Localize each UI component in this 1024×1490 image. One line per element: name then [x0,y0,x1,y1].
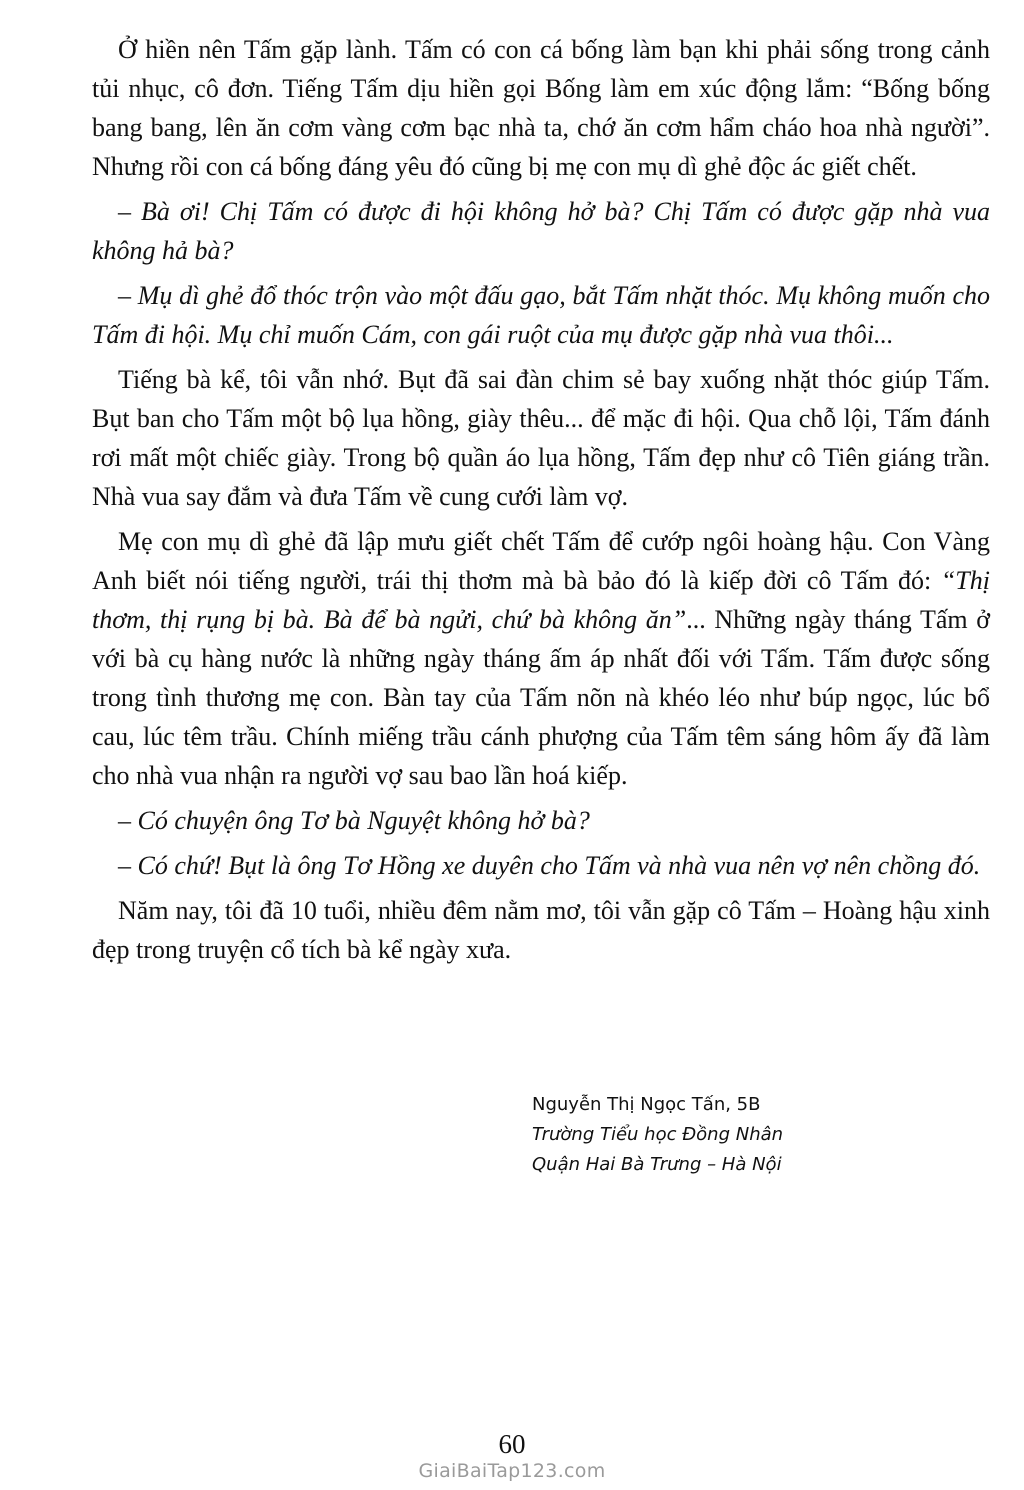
signature-author: Nguyễn Thị Ngọc Tấn, 5B [532,1094,761,1115]
paragraph-4: Năm nay, tôi đã 10 tuổi, nhiều đêm nằm mơ, tôi vẫn gặp cô Tấm – Hoàng hậu xinh đẹp trong truyện cổ tích bà kể ngày xưa. [92,896,990,964]
dialogue-question-2: – Có chuyện ông Tơ bà Nguyệt không hở bà? [118,806,590,835]
signature-district: Quận Hai Bà Trưng – Hà Nội [532,1154,782,1175]
paragraph-3-before: Mẹ con mụ dì ghẻ đã lập mưu giết chết Tấm để cướp ngôi hoàng hậu. Con Vàng Anh biết nói tiếng người, trái thị thơm mà bà bảo đó là kiếp đời cô Tấm đó: [92,527,990,595]
watermark: GiaiBaiTap123.com [418,1460,606,1482]
document-body [92,30,990,975]
dialogue-answer-1: – Mụ dì ghẻ đổ thóc trộn vào một đấu gạo, bắt Tấm nhặt thóc. Mụ không muốn cho Tấm đi hội. Mụ chỉ muốn Cám, con gái ruột của mụ được gặp nhà vua thôi... [92,281,990,349]
page-number: 60 [498,1429,526,1459]
paragraph-2: Tiếng bà kể, tôi vẫn nhớ. Bụt đã sai đàn chim sẻ bay xuống nhặt thóc giúp Tấm. Bụt ban cho Tấm một bộ lụa hồng, giày thêu... để mặc đi hội. Qua chỗ lội, Tấm đánh rơi mất một chiếc giày. Trong bộ quần áo lụa hồng, Tấm đẹp như cô Tiên giáng trần. Nhà vua say đắm và đưa Tấm về cung cưới làm vợ. [92,365,990,511]
paragraph-3-quote: “Thị thơm, thị rụng bị bà. Bà để bà ngửi, chứ bà không ăn” [92,566,990,634]
dialogue-answer-2: – Có chứ! Bụt là ông Tơ Hồng xe duyên cho Tấm và nhà vua nên vợ nên chồng đó. [118,851,981,880]
paragraph-3-after: ... Những ngày tháng Tấm ở với bà cụ hàng nước là những ngày tháng ấm áp nhất đối với Tấm. Tấm được sống trong tình thương mẹ con. Bàn tay của Tấm nõn nà khéo léo như búp ngọc, lúc bổ cau, lúc têm trầu. Chính miếng trầu cánh phượng của Tấm têm sáng hôm ấy đã làm cho nhà vua nhận ra người vợ sau bao lần hoá kiếp. [92,605,990,790]
signature-block [532,1090,852,1180]
dialogue-question-1: – Bà ơi! Chị Tấm có được đi hội không hở bà? Chị Tấm có được gặp nhà vua không hả bà? [92,197,990,265]
paragraph-1: Ở hiền nên Tấm gặp lành. Tấm có con cá bống làm bạn khi phải sống trong cảnh tủi nhục, cô đơn. Tiếng Tấm dịu hiền gọi Bống làm em xúc động lắm: “Bống bống bang bang, lên ăn cơm vàng cơm bạc nhà ta, chớ ăn cơm hẩm cháo hoa nhà người”. Nhưng rồi con cá bống đáng yêu đó cũng bị mẹ con mụ dì ghẻ độc ác giết chết. [92,35,990,181]
signature-school: Trường Tiểu học Đồng Nhân [532,1124,784,1145]
paragraph-3 [92,522,990,795]
